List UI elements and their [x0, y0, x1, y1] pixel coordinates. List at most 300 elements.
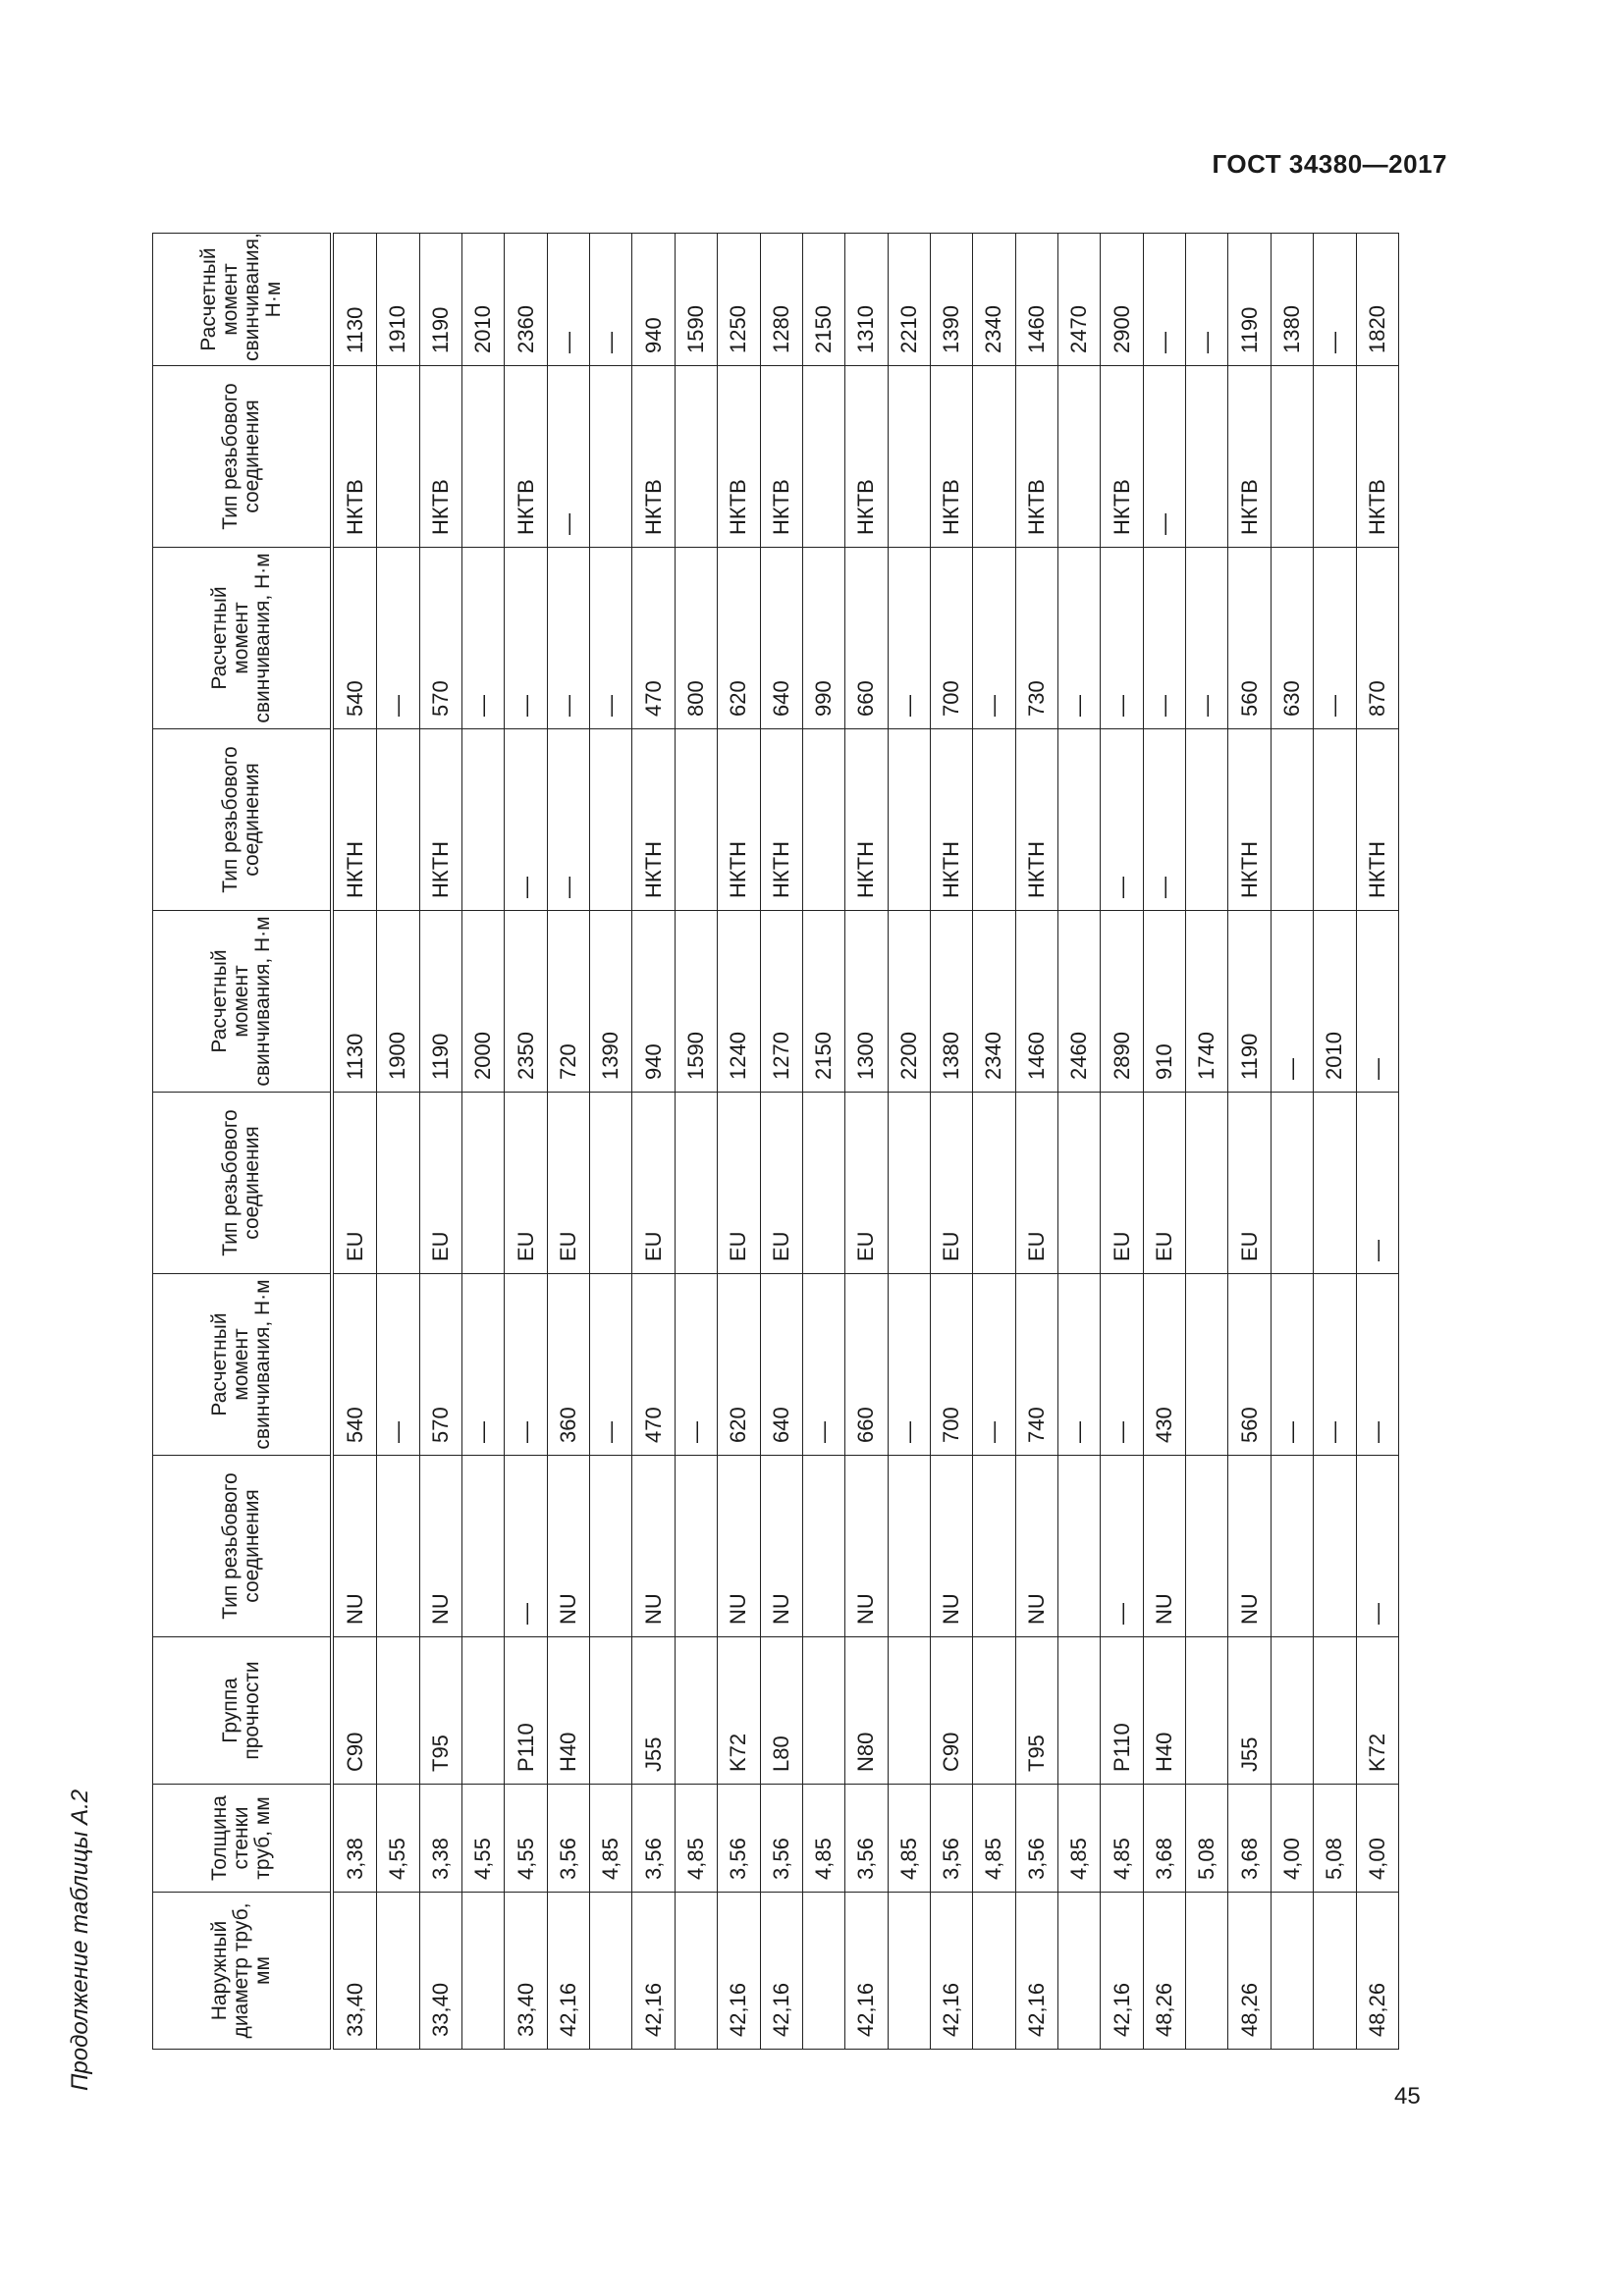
cell-torque-3: —: [1058, 548, 1101, 729]
cell-torque-4: 1380: [1271, 234, 1313, 366]
cell-strength-group: J55: [1228, 1637, 1271, 1785]
cell-connection-type-1: NU: [332, 1456, 377, 1637]
cell-torque-2: 2200: [888, 911, 930, 1093]
cell-torque-4: 2340: [973, 234, 1015, 366]
cell-wall-thickness: 3,68: [1228, 1785, 1271, 1893]
cell-wall-thickness: 4,85: [1101, 1785, 1143, 1893]
cell-torque-3: 630: [1271, 548, 1313, 729]
cell-connection-type-4: НКТВ: [760, 366, 802, 548]
cell-connection-type-4: [590, 366, 632, 548]
cell-wall-thickness: 4,55: [505, 1785, 547, 1893]
cell-torque-3: —: [1143, 548, 1185, 729]
cell-torque-1: —: [461, 1274, 504, 1456]
cell-connection-type-3: НКТН: [419, 729, 461, 911]
cell-connection-type-3: —: [1143, 729, 1185, 911]
table-row: [1271, 234, 1313, 2050]
cell-torque-1: 620: [718, 1274, 760, 1456]
cell-connection-type-2: [377, 1093, 419, 1274]
cell-torque-4: —: [1314, 234, 1356, 366]
table-row: [1356, 234, 1398, 2050]
col-header-torque-4: Расчетный момент свинчивания, Н·м: [153, 234, 333, 366]
cell-connection-type-3: [1186, 729, 1228, 911]
cell-torque-1: 640: [760, 1274, 802, 1456]
cell-diameter: [377, 1893, 419, 2050]
cell-strength-group: T95: [1015, 1637, 1057, 1785]
cell-wall-thickness: 5,08: [1314, 1785, 1356, 1893]
cell-strength-group: [973, 1637, 1015, 1785]
cell-connection-type-1: NU: [1015, 1456, 1057, 1637]
cell-torque-2: —: [1271, 911, 1313, 1093]
cell-torque-3: —: [590, 548, 632, 729]
cell-diameter: 42,16: [930, 1893, 972, 2050]
col-header-strength-group: Группа прочности: [153, 1637, 333, 1785]
cell-strength-group: [1314, 1637, 1356, 1785]
cell-connection-type-4: —: [547, 366, 589, 548]
cell-connection-type-1: [461, 1456, 504, 1637]
cell-connection-type-2: [1314, 1093, 1356, 1274]
cell-torque-3: —: [547, 548, 589, 729]
cell-connection-type-4: [1058, 366, 1101, 548]
cell-torque-2: 2010: [1314, 911, 1356, 1093]
cell-strength-group: [1186, 1637, 1228, 1785]
cell-torque-3: 570: [419, 548, 461, 729]
cell-torque-4: 1910: [377, 234, 419, 366]
cell-strength-group: [377, 1637, 419, 1785]
cell-connection-type-4: НКТВ: [845, 366, 888, 548]
cell-strength-group: [1058, 1637, 1101, 1785]
cell-torque-2: 1300: [845, 911, 888, 1093]
cell-torque-1: 570: [419, 1274, 461, 1456]
cell-diameter: 42,16: [632, 1893, 675, 2050]
cell-torque-4: 2360: [505, 234, 547, 366]
cell-torque-1: —: [973, 1274, 1015, 1456]
cell-diameter: 42,16: [760, 1893, 802, 2050]
cell-diameter: 48,26: [1228, 1893, 1271, 2050]
cell-connection-type-1: [802, 1456, 844, 1637]
table-body: [332, 234, 1399, 2050]
cell-diameter: 33,40: [505, 1893, 547, 2050]
cell-connection-type-1: [377, 1456, 419, 1637]
cell-diameter: [461, 1893, 504, 2050]
cell-torque-2: 1900: [377, 911, 419, 1093]
cell-torque-3: —: [1101, 548, 1143, 729]
cell-torque-3: 660: [845, 548, 888, 729]
cell-torque-4: 2470: [1058, 234, 1101, 366]
cell-connection-type-3: [888, 729, 930, 911]
cell-torque-3: —: [1314, 548, 1356, 729]
cell-torque-1: 470: [632, 1274, 675, 1456]
cell-connection-type-1: NU: [718, 1456, 760, 1637]
cell-connection-type-4: [675, 366, 717, 548]
cell-wall-thickness: 3,56: [845, 1785, 888, 1893]
cell-connection-type-4: НКТВ: [419, 366, 461, 548]
table-row: [590, 234, 632, 2050]
cell-connection-type-4: —: [1143, 366, 1185, 548]
cell-diameter: 42,16: [1015, 1893, 1057, 2050]
cell-connection-type-1: —: [1356, 1456, 1398, 1637]
cell-strength-group: [1271, 1637, 1313, 1785]
cell-torque-4: 1310: [845, 234, 888, 366]
cell-connection-type-2: EU: [332, 1093, 377, 1274]
cell-torque-4: 940: [632, 234, 675, 366]
cell-torque-1: 700: [930, 1274, 972, 1456]
cell-strength-group: [675, 1637, 717, 1785]
cell-strength-group: C90: [930, 1637, 972, 1785]
cell-connection-type-1: NU: [1143, 1456, 1185, 1637]
cell-torque-2: 2150: [802, 911, 844, 1093]
cell-torque-2: 2460: [1058, 911, 1101, 1093]
cell-connection-type-2: EU: [760, 1093, 802, 1274]
cell-torque-1: —: [888, 1274, 930, 1456]
cell-wall-thickness: 4,85: [1058, 1785, 1101, 1893]
cell-torque-4: —: [1143, 234, 1185, 366]
cell-connection-type-3: НКТН: [632, 729, 675, 911]
col-header-wall-thickness: Толщина стенки труб, мм: [153, 1785, 333, 1893]
cell-connection-type-2: EU: [1228, 1093, 1271, 1274]
cell-connection-type-2: EU: [505, 1093, 547, 1274]
cell-connection-type-1: NU: [419, 1456, 461, 1637]
cell-torque-4: 1820: [1356, 234, 1398, 366]
cell-connection-type-4: НКТВ: [632, 366, 675, 548]
cell-torque-3: —: [973, 548, 1015, 729]
cell-torque-4: —: [590, 234, 632, 366]
cell-strength-group: P110: [505, 1637, 547, 1785]
col-header-torque-3: Расчетный момент свинчивания, Н·м: [153, 548, 333, 729]
cell-torque-1: —: [590, 1274, 632, 1456]
cell-torque-1: —: [675, 1274, 717, 1456]
table-row: [1101, 234, 1143, 2050]
cell-connection-type-2: [675, 1093, 717, 1274]
cell-connection-type-2: EU: [547, 1093, 589, 1274]
cell-connection-type-3: НКТН: [930, 729, 972, 911]
cell-wall-thickness: 3,56: [930, 1785, 972, 1893]
cell-torque-1: 540: [332, 1274, 377, 1456]
table-row: [888, 234, 930, 2050]
cell-torque-1: —: [377, 1274, 419, 1456]
cell-torque-3: 560: [1228, 548, 1271, 729]
cell-torque-4: 1460: [1015, 234, 1057, 366]
cell-wall-thickness: 4,55: [461, 1785, 504, 1893]
cell-connection-type-3: [1314, 729, 1356, 911]
cell-torque-3: —: [505, 548, 547, 729]
table-row: [461, 234, 504, 2050]
cell-diameter: 42,16: [845, 1893, 888, 2050]
cell-torque-1: —: [1058, 1274, 1101, 1456]
cell-torque-3: —: [461, 548, 504, 729]
cell-strength-group: P110: [1101, 1637, 1143, 1785]
cell-strength-group: L80: [760, 1637, 802, 1785]
cell-wall-thickness: 3,56: [1015, 1785, 1057, 1893]
cell-torque-3: 870: [1356, 548, 1398, 729]
cell-connection-type-4: НКТВ: [332, 366, 377, 548]
cell-connection-type-1: NU: [547, 1456, 589, 1637]
cell-diameter: 33,40: [332, 1893, 377, 2050]
cell-connection-type-2: [1271, 1093, 1313, 1274]
table-row: [1058, 234, 1101, 2050]
cell-strength-group: [461, 1637, 504, 1785]
cell-diameter: 33,40: [419, 1893, 461, 2050]
page-number: 45: [1394, 2083, 1421, 2109]
cell-connection-type-2: [802, 1093, 844, 1274]
cell-diameter: [590, 1893, 632, 2050]
cell-connection-type-2: EU: [1015, 1093, 1057, 1274]
cell-wall-thickness: 4,85: [675, 1785, 717, 1893]
col-header-torque-1: Расчетный момент свинчивания, Н·м: [153, 1274, 333, 1456]
cell-torque-3: 540: [332, 548, 377, 729]
cell-torque-1: 740: [1015, 1274, 1057, 1456]
cell-diameter: [973, 1893, 1015, 2050]
cell-torque-2: 1130: [332, 911, 377, 1093]
cell-connection-type-1: NU: [845, 1456, 888, 1637]
cell-connection-type-4: [888, 366, 930, 548]
cell-torque-4: 1130: [332, 234, 377, 366]
rotated-table-container: [152, 234, 1399, 2050]
cell-wall-thickness: 4,00: [1271, 1785, 1313, 1893]
cell-torque-2: 1270: [760, 911, 802, 1093]
cell-connection-type-1: [590, 1456, 632, 1637]
cell-torque-4: 2010: [461, 234, 504, 366]
cell-connection-type-1: [1314, 1456, 1356, 1637]
cell-strength-group: J55: [632, 1637, 675, 1785]
col-header-connection-type-2: Тип резьбового соединения: [153, 1093, 333, 1274]
cell-connection-type-2: EU: [419, 1093, 461, 1274]
cell-torque-2: 1460: [1015, 911, 1057, 1093]
cell-connection-type-2: EU: [1143, 1093, 1185, 1274]
cell-connection-type-4: [1271, 366, 1313, 548]
cell-diameter: 48,26: [1356, 1893, 1398, 2050]
cell-wall-thickness: 3,56: [632, 1785, 675, 1893]
cell-torque-3: 620: [718, 548, 760, 729]
cell-connection-type-1: [1058, 1456, 1101, 1637]
col-header-diameter: Наружный диаметр труб, мм: [153, 1893, 333, 2050]
table-row: [1015, 234, 1057, 2050]
cell-strength-group: [888, 1637, 930, 1785]
cell-torque-1: 430: [1143, 1274, 1185, 1456]
cell-connection-type-1: [973, 1456, 1015, 1637]
cell-diameter: [802, 1893, 844, 2050]
cell-wall-thickness: 4,85: [888, 1785, 930, 1893]
cell-connection-type-2: EU: [845, 1093, 888, 1274]
cell-connection-type-2: [973, 1093, 1015, 1274]
cell-connection-type-2: [1058, 1093, 1101, 1274]
cell-torque-3: 640: [760, 548, 802, 729]
cell-connection-type-2: [888, 1093, 930, 1274]
cell-torque-4: —: [1186, 234, 1228, 366]
cell-torque-2: 1190: [419, 911, 461, 1093]
cell-wall-thickness: 3,56: [547, 1785, 589, 1893]
table-row: [632, 234, 675, 2050]
cell-connection-type-4: НКТВ: [1015, 366, 1057, 548]
cell-wall-thickness: 3,68: [1143, 1785, 1185, 1893]
cell-connection-type-3: НКТН: [1228, 729, 1271, 911]
cell-torque-4: 2150: [802, 234, 844, 366]
table-row: [505, 234, 547, 2050]
cell-connection-type-3: —: [505, 729, 547, 911]
cell-connection-type-1: NU: [1228, 1456, 1271, 1637]
table-row: [802, 234, 844, 2050]
cell-connection-type-3: —: [547, 729, 589, 911]
col-header-connection-type-1: Тип резьбового соединения: [153, 1456, 333, 1637]
table-row: [1314, 234, 1356, 2050]
cell-torque-4: 1280: [760, 234, 802, 366]
cell-connection-type-3: [802, 729, 844, 911]
cell-connection-type-1: —: [505, 1456, 547, 1637]
cell-torque-3: —: [1186, 548, 1228, 729]
cell-connection-type-2: EU: [1101, 1093, 1143, 1274]
cell-torque-2: 1390: [590, 911, 632, 1093]
cell-connection-type-4: [461, 366, 504, 548]
col-header-torque-2: Расчетный момент свинчивания, Н·м: [153, 911, 333, 1093]
cell-connection-type-2: —: [1356, 1093, 1398, 1274]
cell-torque-1: —: [505, 1274, 547, 1456]
cell-connection-type-4: [802, 366, 844, 548]
cell-wall-thickness: 3,56: [718, 1785, 760, 1893]
cell-wall-thickness: 3,56: [760, 1785, 802, 1893]
cell-wall-thickness: 3,38: [419, 1785, 461, 1893]
cell-torque-2: 2350: [505, 911, 547, 1093]
table-caption: Продолжение таблицы А.2: [67, 1789, 93, 2091]
cell-torque-3: —: [377, 548, 419, 729]
cell-torque-4: 1590: [675, 234, 717, 366]
cell-torque-3: 470: [632, 548, 675, 729]
cell-connection-type-1: NU: [760, 1456, 802, 1637]
cell-torque-2: 2000: [461, 911, 504, 1093]
cell-connection-type-1: [1271, 1456, 1313, 1637]
cell-torque-1: 560: [1228, 1274, 1271, 1456]
cell-connection-type-4: [973, 366, 1015, 548]
cell-connection-type-3: [461, 729, 504, 911]
cell-torque-2: 2890: [1101, 911, 1143, 1093]
table-row: [419, 234, 461, 2050]
cell-strength-group: [590, 1637, 632, 1785]
cell-connection-type-2: [1186, 1093, 1228, 1274]
cell-connection-type-2: [590, 1093, 632, 1274]
col-header-connection-type-4: Тип резьбового соединения: [153, 366, 333, 548]
table-row: [718, 234, 760, 2050]
cell-strength-group: K72: [718, 1637, 760, 1785]
cell-torque-2: 1190: [1228, 911, 1271, 1093]
table-row: [1186, 234, 1228, 2050]
cell-torque-1: —: [1271, 1274, 1313, 1456]
table-row: [760, 234, 802, 2050]
cell-connection-type-2: EU: [930, 1093, 972, 1274]
table-header-row: [153, 234, 333, 2050]
cell-connection-type-3: НКТН: [760, 729, 802, 911]
cell-wall-thickness: 4,85: [802, 1785, 844, 1893]
cell-connection-type-3: [675, 729, 717, 911]
cell-torque-4: 1390: [930, 234, 972, 366]
cell-connection-type-4: [1314, 366, 1356, 548]
cell-connection-type-3: НКТН: [1356, 729, 1398, 911]
cell-connection-type-1: [1186, 1456, 1228, 1637]
cell-torque-3: 800: [675, 548, 717, 729]
cell-torque-4: 2210: [888, 234, 930, 366]
cell-connection-type-3: НКТН: [1015, 729, 1057, 911]
cell-torque-1: [1186, 1274, 1228, 1456]
cell-connection-type-1: [888, 1456, 930, 1637]
cell-torque-3: 990: [802, 548, 844, 729]
cell-strength-group: N80: [845, 1637, 888, 1785]
table-row: [377, 234, 419, 2050]
table-row: [1143, 234, 1185, 2050]
cell-wall-thickness: 4,55: [377, 1785, 419, 1893]
cell-torque-4: —: [547, 234, 589, 366]
cell-connection-type-4: НКТВ: [505, 366, 547, 548]
cell-torque-1: —: [1314, 1274, 1356, 1456]
table-row: [1228, 234, 1271, 2050]
cell-diameter: 42,16: [718, 1893, 760, 2050]
cell-torque-2: 1380: [930, 911, 972, 1093]
table-row: [675, 234, 717, 2050]
cell-connection-type-1: [675, 1456, 717, 1637]
cell-torque-1: 360: [547, 1274, 589, 1456]
cell-connection-type-4: НКТВ: [1356, 366, 1398, 548]
table-row: [930, 234, 972, 2050]
cell-torque-2: 910: [1143, 911, 1185, 1093]
cell-torque-2: —: [1356, 911, 1398, 1093]
cell-torque-1: —: [802, 1274, 844, 1456]
cell-diameter: [888, 1893, 930, 2050]
cell-connection-type-3: [377, 729, 419, 911]
cell-diameter: 48,26: [1143, 1893, 1185, 2050]
cell-torque-2: 1740: [1186, 911, 1228, 1093]
cell-diameter: 42,16: [547, 1893, 589, 2050]
cell-connection-type-3: [1271, 729, 1313, 911]
cell-torque-3: 700: [930, 548, 972, 729]
cell-wall-thickness: 5,08: [1186, 1785, 1228, 1893]
cell-diameter: [1058, 1893, 1101, 2050]
cell-strength-group: K72: [1356, 1637, 1398, 1785]
cell-torque-4: 1250: [718, 234, 760, 366]
cell-connection-type-3: НКТН: [718, 729, 760, 911]
table-row: [845, 234, 888, 2050]
cell-connection-type-4: НКТВ: [1228, 366, 1271, 548]
table-row: [973, 234, 1015, 2050]
cell-diameter: [675, 1893, 717, 2050]
col-header-connection-type-3: Тип резьбового соединения: [153, 729, 333, 911]
cell-connection-type-4: [1186, 366, 1228, 548]
cell-connection-type-3: НКТН: [332, 729, 377, 911]
cell-connection-type-4: НКТВ: [930, 366, 972, 548]
cell-connection-type-3: [973, 729, 1015, 911]
cell-diameter: [1314, 1893, 1356, 2050]
cell-wall-thickness: 4,00: [1356, 1785, 1398, 1893]
cell-connection-type-2: EU: [632, 1093, 675, 1274]
data-table: [152, 233, 1399, 2050]
cell-connection-type-3: [1058, 729, 1101, 911]
cell-wall-thickness: 3,38: [332, 1785, 377, 1893]
cell-connection-type-3: НКТН: [845, 729, 888, 911]
cell-torque-2: 720: [547, 911, 589, 1093]
standard-designation: ГОСТ 34380—2017: [1212, 149, 1447, 179]
cell-strength-group: T95: [419, 1637, 461, 1785]
cell-strength-group: H40: [547, 1637, 589, 1785]
cell-torque-2: 1240: [718, 911, 760, 1093]
cell-diameter: [1186, 1893, 1228, 2050]
cell-torque-2: 2340: [973, 911, 1015, 1093]
cell-wall-thickness: 4,85: [590, 1785, 632, 1893]
cell-torque-4: 2900: [1101, 234, 1143, 366]
table-row: [547, 234, 589, 2050]
cell-torque-4: 1190: [1228, 234, 1271, 366]
cell-torque-2: 1590: [675, 911, 717, 1093]
cell-connection-type-4: НКТВ: [718, 366, 760, 548]
cell-connection-type-2: EU: [718, 1093, 760, 1274]
cell-connection-type-4: [377, 366, 419, 548]
cell-diameter: 42,16: [1101, 1893, 1143, 2050]
cell-strength-group: [802, 1637, 844, 1785]
table-row: [332, 234, 377, 2050]
